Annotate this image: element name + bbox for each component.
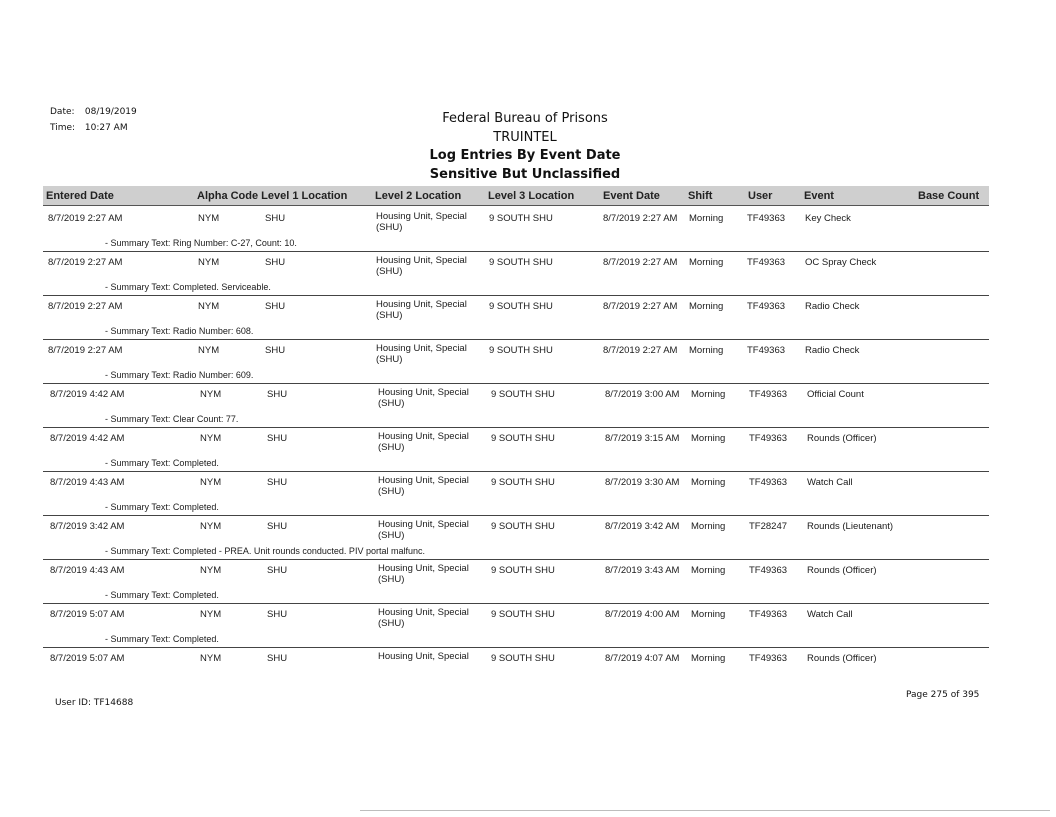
alpha-code-cell: NYM <box>198 301 220 312</box>
event-cell: Key Check <box>805 213 851 224</box>
entered-date-cell: 8/7/2019 2:27 AM <box>48 345 123 356</box>
alpha-code-cell: NYM <box>200 389 222 400</box>
alpha-code-cell: NYM <box>198 257 220 268</box>
col-level2: Level 2 Location <box>375 190 462 202</box>
summary-text: - Summary Text: Completed. <box>105 502 219 512</box>
event-date-cell: 8/7/2019 2:27 AM <box>603 301 678 312</box>
shift-cell: Morning <box>691 389 726 400</box>
level3-cell: 9 SOUTH SHU <box>491 389 555 400</box>
report-time <box>50 123 128 133</box>
user-cell: TF49363 <box>749 653 788 664</box>
entered-date-cell: 8/7/2019 4:42 AM <box>50 433 125 444</box>
col-user: User <box>748 190 773 202</box>
alpha-code-cell: NYM <box>200 433 222 444</box>
summary-text: - Summary Text: Completed. <box>105 458 219 468</box>
row-divider <box>43 383 989 384</box>
row-divider <box>43 559 989 560</box>
level2-cell: Housing Unit, Special (SHU) <box>376 255 467 277</box>
entered-date-cell: 8/7/2019 2:27 AM <box>48 301 123 312</box>
level3-cell: 9 SOUTH SHU <box>489 345 553 356</box>
level2-cell: Housing Unit, Special (SHU) <box>378 607 469 629</box>
summary-text: - Summary Text: Radio Number: 609. <box>105 370 254 380</box>
event-cell: Watch Call <box>807 477 853 488</box>
level1-cell: SHU <box>265 213 286 224</box>
alpha-code-cell: NYM <box>200 565 222 576</box>
level2-cell: Housing Unit, Special (SHU) <box>376 299 467 321</box>
event-cell: Rounds (Officer) <box>807 565 877 576</box>
report-title: Log Entries By Event Date <box>429 148 621 163</box>
level3-cell: 9 SOUTH SHU <box>491 565 555 576</box>
summary-text: - Summary Text: Completed. Serviceable. <box>105 282 271 292</box>
shift-cell: Morning <box>691 477 726 488</box>
agency-title: Federal Bureau of Prisons <box>442 111 608 126</box>
level3-cell: 9 SOUTH SHU <box>489 213 553 224</box>
scan-edge-line <box>360 810 1050 811</box>
level3-cell: 9 SOUTH SHU <box>491 477 555 488</box>
level2-cell: Housing Unit, Special (SHU) <box>378 475 469 497</box>
alpha-code-cell: NYM <box>200 653 222 664</box>
row-divider <box>43 603 989 604</box>
col-entered-date: Entered Date <box>46 190 114 202</box>
footer-user-id <box>55 698 133 708</box>
user-cell: TF49363 <box>747 345 786 356</box>
level2-cell: Housing Unit, Special (SHU) <box>376 211 467 233</box>
event-cell: Rounds (Officer) <box>807 653 877 664</box>
shift-cell: Morning <box>691 609 726 620</box>
summary-text: - Summary Text: Radio Number: 608. <box>105 326 254 336</box>
classification-title: Sensitive But Unclassified <box>429 166 621 182</box>
user-cell: TF49363 <box>749 389 788 400</box>
system-title: TRUINTEL <box>493 129 557 145</box>
level1-cell: SHU <box>267 521 288 532</box>
summary-text: - Summary Text: Ring Number: C-27, Count: 10. <box>105 238 297 248</box>
level3-cell: 9 SOUTH SHU <box>491 653 555 664</box>
user-cell: TF49363 <box>747 213 786 224</box>
event-date-cell: 8/7/2019 3:30 AM <box>605 477 680 488</box>
shift-cell: Morning <box>691 433 726 444</box>
event-date-cell: 8/7/2019 2:27 AM <box>603 257 678 268</box>
event-date-cell: 8/7/2019 3:15 AM <box>605 433 680 444</box>
shift-cell: Morning <box>691 521 726 532</box>
shift-cell: Morning <box>689 345 724 356</box>
entered-date-cell: 8/7/2019 4:43 AM <box>50 477 125 488</box>
shift-cell: Morning <box>689 213 724 224</box>
event-cell: Watch Call <box>807 609 853 620</box>
user-id-label: User ID: <box>55 698 91 708</box>
level1-cell: SHU <box>267 389 288 400</box>
col-alpha-level1: Alpha Code Level 1 Location <box>197 190 348 202</box>
shift-cell: Morning <box>691 653 726 664</box>
shift-cell: Morning <box>689 257 724 268</box>
event-cell: OC Spray Check <box>805 257 877 268</box>
alpha-code-cell: NYM <box>200 521 222 532</box>
col-base-count: Base Count <box>918 190 980 202</box>
date-label: Date: <box>50 107 75 117</box>
event-date-cell: 8/7/2019 2:27 AM <box>603 213 678 224</box>
level1-cell: SHU <box>267 433 288 444</box>
level1-cell: SHU <box>267 477 288 488</box>
user-cell: TF28247 <box>749 521 788 532</box>
event-date-cell: 8/7/2019 3:00 AM <box>605 389 680 400</box>
event-date-cell: 8/7/2019 4:07 AM <box>605 653 680 664</box>
summary-text: - Summary Text: Clear Count: 77. <box>105 414 239 424</box>
entered-date-cell: 8/7/2019 4:43 AM <box>50 565 125 576</box>
shift-cell: Morning <box>689 301 724 312</box>
entered-date-cell: 8/7/2019 3:42 AM <box>50 521 125 532</box>
time-value: 10:27 AM <box>84 123 128 133</box>
summary-text: - Summary Text: Completed. <box>105 634 219 644</box>
entered-date-cell: 8/7/2019 2:27 AM <box>48 257 123 268</box>
row-divider <box>43 515 989 516</box>
report-date <box>50 107 137 117</box>
col-shift: Shift <box>688 190 713 202</box>
level3-cell: 9 SOUTH SHU <box>491 433 555 444</box>
entered-date-cell: 8/7/2019 5:07 AM <box>50 609 125 620</box>
user-cell: TF49363 <box>749 565 788 576</box>
event-cell: Radio Check <box>805 345 860 356</box>
col-event: Event <box>804 190 834 202</box>
page-number: Page 275 of 395 <box>906 690 980 700</box>
event-cell: Rounds (Lieutenant) <box>807 521 894 532</box>
row-divider <box>43 427 989 428</box>
level3-cell: 9 SOUTH SHU <box>491 609 555 620</box>
alpha-code-cell: NYM <box>198 345 220 356</box>
level3-cell: 9 SOUTH SHU <box>491 521 555 532</box>
alpha-code-cell: NYM <box>200 609 222 620</box>
summary-text: - Summary Text: Completed - PREA. Unit rounds conducted. PIV portal malfunc. <box>105 546 425 556</box>
alpha-code-cell: NYM <box>198 213 220 224</box>
user-cell: TF49363 <box>749 477 788 488</box>
event-date-cell: 8/7/2019 2:27 AM <box>603 345 678 356</box>
level2-cell: Housing Unit, Special (SHU) <box>378 519 469 541</box>
row-divider <box>43 647 989 648</box>
user-id-value: TF14688 <box>93 698 134 708</box>
event-cell: Radio Check <box>805 301 860 312</box>
event-date-cell: 8/7/2019 3:42 AM <box>605 521 680 532</box>
user-cell: TF49363 <box>749 433 788 444</box>
date-value: 08/19/2019 <box>84 107 137 117</box>
col-event-date: Event Date <box>603 190 660 202</box>
event-date-cell: 8/7/2019 3:43 AM <box>605 565 680 576</box>
level1-cell: SHU <box>267 653 288 664</box>
level1-cell: SHU <box>267 609 288 620</box>
user-cell: TF49363 <box>747 257 786 268</box>
entered-date-cell: 8/7/2019 4:42 AM <box>50 389 125 400</box>
level1-cell: SHU <box>265 301 286 312</box>
user-cell: TF49363 <box>749 609 788 620</box>
col-level3: Level 3 Location <box>488 190 575 202</box>
event-date-cell: 8/7/2019 4:00 AM <box>605 609 680 620</box>
row-divider <box>43 339 989 340</box>
time-label: Time: <box>50 123 76 133</box>
alpha-code-cell: NYM <box>200 477 222 488</box>
level2-cell: Housing Unit, Special <box>378 651 469 662</box>
row-divider <box>43 295 989 296</box>
entered-date-cell: 8/7/2019 5:07 AM <box>50 653 125 664</box>
level1-cell: SHU <box>267 565 288 576</box>
level2-cell: Housing Unit, Special (SHU) <box>378 387 469 409</box>
level2-cell: Housing Unit, Special (SHU) <box>378 563 469 585</box>
summary-text: - Summary Text: Completed. <box>105 590 219 600</box>
shift-cell: Morning <box>691 565 726 576</box>
report-title-block <box>330 110 720 184</box>
event-cell: Official Count <box>807 389 864 400</box>
event-cell: Rounds (Officer) <box>807 433 877 444</box>
row-divider <box>43 251 989 252</box>
level3-cell: 9 SOUTH SHU <box>489 301 553 312</box>
level1-cell: SHU <box>265 345 286 356</box>
level2-cell: Housing Unit, Special (SHU) <box>378 431 469 453</box>
level1-cell: SHU <box>265 257 286 268</box>
entered-date-cell: 8/7/2019 2:27 AM <box>48 213 123 224</box>
level2-cell: Housing Unit, Special (SHU) <box>376 343 467 365</box>
row-divider <box>43 471 989 472</box>
level3-cell: 9 SOUTH SHU <box>489 257 553 268</box>
user-cell: TF49363 <box>747 301 786 312</box>
